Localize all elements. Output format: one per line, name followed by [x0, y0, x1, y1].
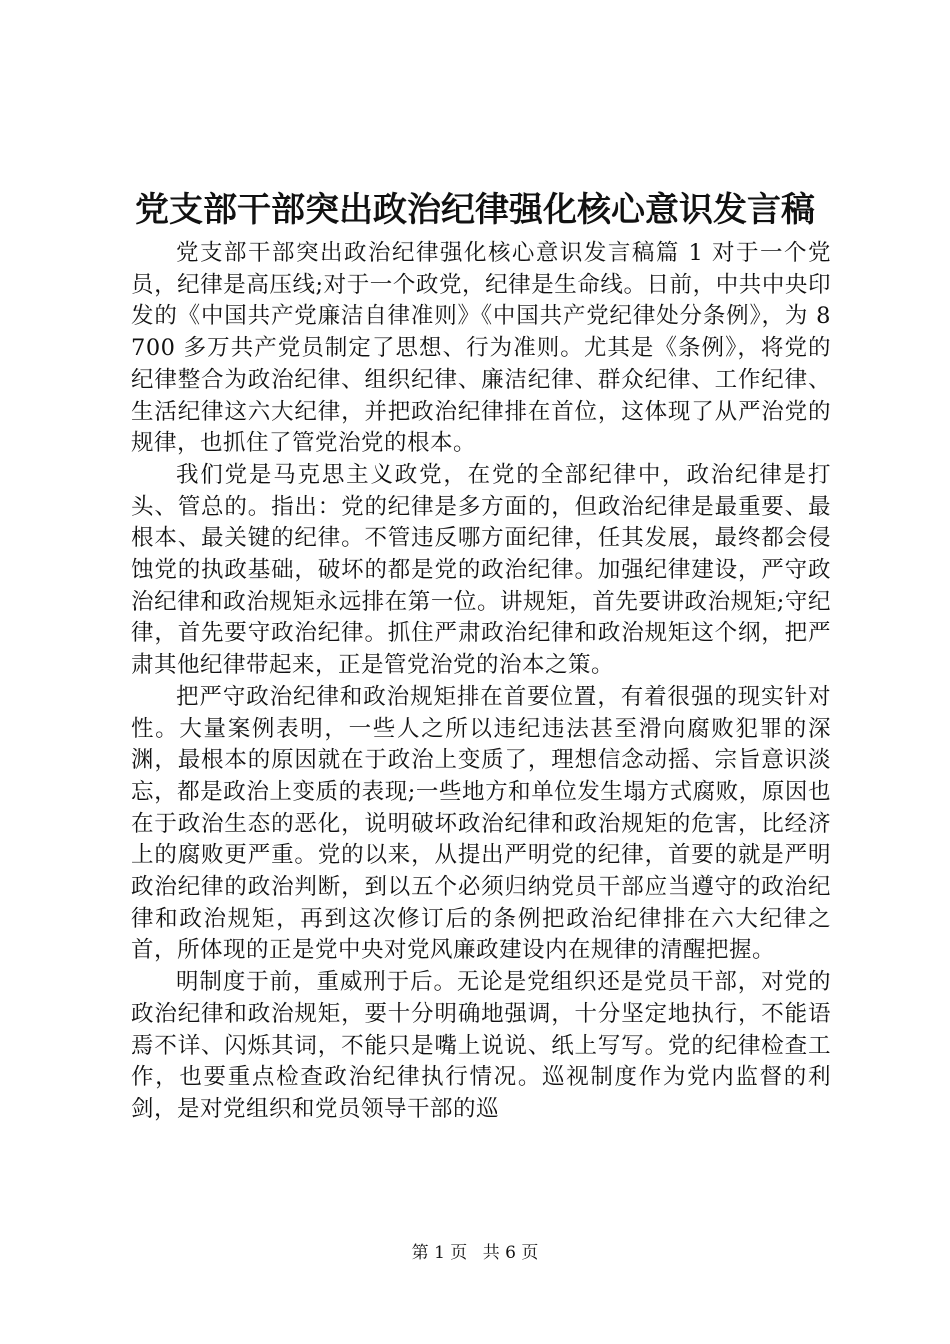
paragraph-2: 我们党是马克思主义政党，在党的全部纪律中，政治纪律是打头、管总的。指出：党的纪律是多方面的，但政治纪律是最重要、最根本、最关键的纪律。不管违反哪方面纪律，任其发展，最终都会侵蚀党的执政基础，破坏的都是党的政治纪律。加强纪律建设，严守政治纪律和政治规矩永远排在第一位。讲规矩，首先要讲政治规矩;守纪律，首先要守政治纪律。抓住严肃政治纪律和政治规矩这个纲，把严肃其他纪律带起来，正是管党治党的治本之策。 — [131, 461, 831, 679]
paragraph-3: 把严守政治纪律和政治规矩排在首要位置，有着很强的现实针对性。大量案例表明，一些人之所以违纪违法甚至滑向腐败犯罪的深渊，最根本的原因就在于政治上变质了，理想信念动摇、宗旨意识淡忘，都是政治上变质的表现;一些地方和单位发生塌方式腐败，原因也在于政治生态的恶化，说明破坏政治纪律和政治规矩的危害，比经济上的腐败更严重。党的以来，从提出严明党的纪律，首要的就是严明政治纪律的政治判断，到以五个必须归纳党员干部应当遵守的政治纪律和政治规矩，再到这次修订后的条例把政治纪律排在六大纪律之首，所体现的正是党中央对党风廉政建设内在规律的清醒把握。 — [131, 683, 831, 964]
page-number: 第 1 页 — [411, 1243, 468, 1263]
page-footer — [0, 1241, 950, 1265]
document-body — [131, 238, 831, 1126]
paragraph-4: 明制度于前，重威刑于后。无论是党组织还是党员干部，对党的政治纪律和政治规矩，要十分明确地强调，十分坚定地执行，不能语焉不详、闪烁其词，不能只是嘴上说说、纸上写写。党的纪律检查工作，也要重点检查政治纪律执行情况。巡视制度作为党内监督的利剑，是对党组织和党员领导干部的巡 — [131, 969, 831, 1122]
page-total: 共 6 页 — [482, 1243, 539, 1263]
document-title: 党支部干部突出政治纪律强化核心意识发言稿 — [135, 190, 815, 230]
paragraph-1: 党支部干部突出政治纪律强化核心意识发言稿篇 1 对于一个党员，纪律是高压线;对于一个政党，纪律是生命线。日前，中共中央印发的《中国共产党廉洁自律准则》《中国共产党纪律处分条例》，为 8700 多万共产党员制定了思想、行为准则。尤其是《条例》，将党的纪律整合为政治纪律、组织纪律、廉洁纪律、群众纪律、工作纪律、生活纪律这六大纪律，并把政治纪律排在首位，这体现了从严治党的规律，也抓住了管党治党的根本。 — [131, 240, 831, 457]
